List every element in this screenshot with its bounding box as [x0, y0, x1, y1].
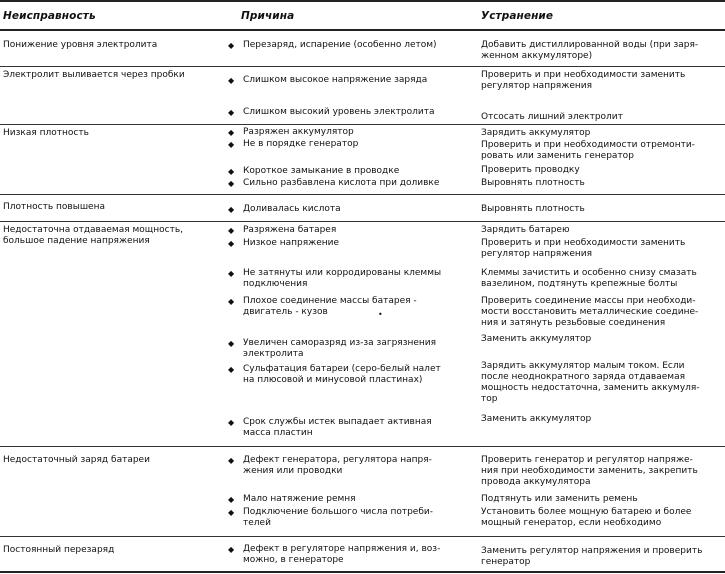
fault-cell: Понижение уровня электролита — [3, 40, 158, 50]
row-divider — [0, 124, 725, 125]
bullet-icon: ◆ — [228, 495, 235, 504]
cause-cell: Короткое замыкание в проводке — [243, 166, 400, 176]
remedy-cell: Установить более мощную батарею и более мощный генератор, если необходимо — [481, 507, 692, 528]
bullet-icon: ◆ — [228, 226, 235, 235]
bullet-icon: ◆ — [228, 418, 235, 427]
bullet-icon: ◆ — [228, 205, 235, 214]
cause-cell: Дефект генератора, регулятора напря- жения или проводки — [243, 455, 432, 476]
bullet-icon: ◆ — [228, 508, 235, 517]
header-fault: Неисправность — [3, 10, 96, 22]
fault-cell: Низкая плотность — [3, 128, 89, 138]
remedy-cell: Отсосать лишний электролит — [481, 112, 623, 122]
cause-cell: Перезаряд, испарение (особенно летом) — [243, 40, 437, 50]
fault-cell: Плотность повышена — [3, 202, 105, 212]
remedy-cell: Проверить и при необходимости заменить регулятор напряжения — [481, 238, 686, 259]
cause-cell: Плохое соединение массы батарея - двигатель - кузов — [243, 296, 417, 317]
bullet-icon: ◆ — [228, 167, 235, 176]
header-bottom-rule — [0, 29, 725, 31]
cause-cell: Разряжена батарея — [243, 225, 337, 235]
fault-cell: Электролит выливается через пробки — [3, 70, 185, 80]
remedy-cell: Добавить дистиллированной воды (при заря- женном аккумуляторе) — [481, 40, 699, 61]
cause-cell: Мало натяжение ремня — [243, 494, 356, 504]
bullet-icon: ◆ — [228, 269, 235, 278]
bullet-icon: ◆ — [228, 128, 235, 137]
cause-cell: Доливалась кислота — [243, 204, 341, 214]
bullet-icon: ◆ — [228, 76, 235, 85]
remedy-cell: Подтянуть или заменить ремень — [481, 494, 638, 504]
cause-cell: Подключение большого числа потреби- телей — [243, 507, 433, 528]
remedy-cell: Зарядить аккумулятор — [481, 128, 591, 138]
bullet-icon: ◆ — [228, 179, 235, 188]
bullet-icon: ◆ — [228, 41, 235, 50]
header-remedy: Устранение — [481, 10, 554, 22]
bullet-icon: ◆ — [228, 545, 235, 554]
remedy-cell: Проверить проводку — [481, 165, 580, 175]
header-cause: Причина — [241, 10, 295, 22]
remedy-cell: Проверить генератор и регулятор напряже- ния при необходимости заменить, закрепить провода аккумулятора — [481, 455, 698, 487]
cause-cell: Срок службы истек выпадает активная масса пластин — [243, 417, 432, 438]
remedy-cell: Проверить и при необходимости заменить регулятор напряжения — [481, 70, 686, 91]
bullet-icon: ◆ — [228, 297, 235, 306]
row-divider — [0, 194, 725, 195]
remedy-cell: Выровнять плотность — [481, 178, 585, 188]
bullet-icon: ◆ — [228, 339, 235, 348]
cause-cell: Слишком высокое напряжение заряда — [243, 75, 428, 85]
bullet-icon: ◆ — [228, 365, 235, 374]
cause-cell: Низкое напряжение — [243, 238, 340, 248]
cause-cell: Разряжен аккумулятор — [243, 127, 354, 137]
table-bottom-rule — [0, 571, 725, 573]
table-header-row — [0, 0, 725, 30]
cause-cell: Сильно разбавлена кислота при доливке — [243, 178, 440, 188]
remedy-cell: Проверить соединение массы при необходи- мости восстановить металлические соедине- ния и затянуть резьбовые соединения — [481, 296, 699, 328]
remedy-cell: Заменить аккумулятор — [481, 334, 592, 344]
remedy-cell: Клеммы зачистить и особенно снизу смазать вазелином, подтянуть крепежные болты — [481, 268, 697, 289]
row-divider — [0, 66, 725, 67]
cause-cell: Увеличен саморазряд из-за загрязнения электролита — [243, 338, 437, 359]
row-divider — [0, 221, 725, 222]
fault-cell: Недостаточна отдаваемая мощность, большое падение напряжения — [3, 225, 184, 246]
bullet-icon: ◆ — [228, 140, 235, 149]
fault-cell: Недостаточный заряд батареи — [3, 455, 150, 465]
bullet-icon: ◆ — [228, 456, 235, 465]
remedy-cell: Зарядить батарею — [481, 225, 570, 235]
remedy-cell: Проверить и при необходимости отремонти- ровать или заменить генератор — [481, 140, 695, 161]
cause-cell: Дефект в регуляторе напряжения и, воз- можно, в генераторе — [243, 544, 441, 565]
row-divider — [0, 536, 725, 537]
bullet-icon: ◆ — [228, 108, 235, 117]
remedy-cell: Зарядить аккумулятор малым током. Если после неоднократного заряда отдаваемая мощность недостаточна, заменить аккумуля- тор — [481, 361, 700, 404]
cause-cell: Сульфатация батареи (серо-белый налет на плюсовой и минусовой пластинах) — [243, 364, 441, 385]
bullet-icon: ◆ — [228, 239, 235, 248]
cause-cell: Слишком высокий уровень электролита — [243, 107, 435, 117]
row-divider — [0, 446, 725, 447]
cause-cell: Не в порядке генератор — [243, 139, 359, 149]
remedy-cell: Заменить регулятор напряжения и проверить генератор — [481, 546, 703, 567]
fault-cell: Постоянный перезаряд — [3, 545, 115, 555]
speck-icon: • — [378, 310, 383, 319]
remedy-cell: Выровнять плотность — [481, 204, 585, 214]
remedy-cell: Заменить аккумулятор — [481, 414, 592, 424]
cause-cell: Не затянуты или корродированы клеммы подключения — [243, 268, 442, 289]
